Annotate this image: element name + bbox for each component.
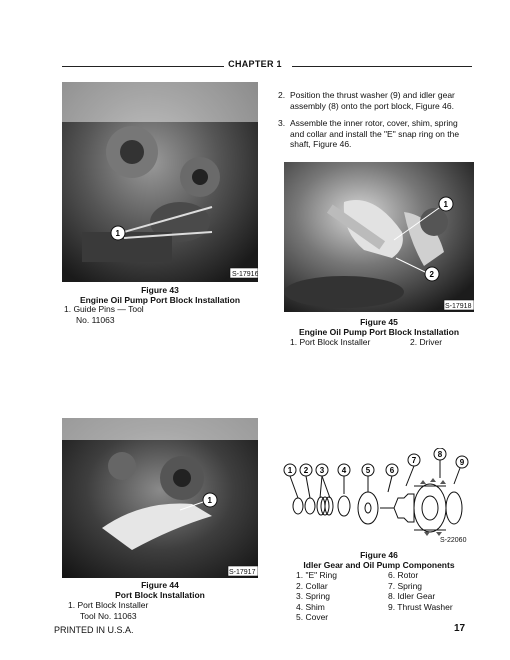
figure-44-number: Figure 44 [141, 580, 179, 590]
figure-45-photo [284, 162, 474, 312]
figure-44-legend [68, 600, 268, 621]
figure-43-callout: 1 [115, 229, 120, 238]
step-item [278, 90, 474, 111]
figure-43-legend [64, 304, 264, 325]
figure-44-tag: S-17917 [229, 569, 256, 576]
figure-45-legend-left: 1. Port Block Installer [290, 337, 371, 347]
figure-45-callout: 1 [443, 200, 448, 209]
figure-46-tag: S-22060 [440, 537, 467, 544]
chapter-title: CHAPTER 1 [0, 59, 510, 69]
figure-46-legend-left [296, 570, 337, 623]
step-text: Position the thrust washer (9) and idler gear assembly (8) onto the port block, Figure 46. [290, 90, 455, 111]
figure-44-callout: 1 [207, 496, 212, 505]
figure-46-diagram [280, 448, 476, 548]
figure-44-legend-line: Tool No. 11063 [80, 610, 137, 621]
figure-46-callout: 9 [459, 458, 465, 467]
figure-45-callout: 2 [429, 270, 434, 279]
figure-46-callout: 5 [365, 466, 371, 475]
figure-44-photo [62, 418, 258, 578]
step-number: 3. [278, 118, 286, 128]
figure-43-legend-line: 1. Guide Pins — Tool [64, 304, 144, 314]
figure-45-tag: S-17918 [445, 303, 472, 310]
figure-44-legend-line: 1. Port Block Installer [68, 600, 149, 610]
figure-46-legend-item: 8. Idler Gear [388, 591, 436, 601]
figure-43-tag: S-17916 [232, 271, 258, 278]
figure-46-callout: 8 [437, 450, 443, 459]
instruction-steps [278, 90, 474, 157]
figure-46-legend-item: 4. Shim [296, 601, 325, 612]
figure-46-legend-item: 5. Cover [296, 612, 329, 622]
figure-43-title: Engine Oil Pump Port Block Installation [79, 295, 241, 305]
figure-46-legend-item: 3. Spring [296, 591, 331, 601]
page-number: 17 [454, 623, 466, 634]
figure-46-callout: 2 [303, 466, 309, 475]
figure-46-callout: 4 [341, 466, 347, 475]
figure-46-callout: 6 [389, 466, 395, 475]
step-text: Assemble the inner rotor, cover, shim, spring and collar and install the "E" snap ring on the shaft, Figure 46. [290, 118, 460, 149]
figure-46-legend-item: 9. Thrust Washer [388, 601, 453, 612]
figure-46-legend-item: 7. Spring [388, 580, 423, 591]
figure-46-callout: 7 [411, 456, 417, 465]
figure-45-number: Figure 45 [360, 317, 398, 327]
figure-43-legend-line: No. 11063 [76, 314, 115, 325]
printed-in-footer: PRINTED IN U.S.A. [54, 625, 134, 635]
figure-43-number: Figure 43 [141, 285, 179, 295]
figure-46-legend-item: 6. Rotor [388, 570, 419, 580]
figure-46-number: Figure 46 [360, 550, 398, 560]
figure-46-legend-item: 2. Collar [296, 580, 328, 591]
figure-44-title: Port Block Installation [115, 590, 205, 600]
figure-46-legend-right [388, 570, 453, 612]
figure-46-callout: 1 [287, 466, 293, 475]
figure-45-title: Engine Oil Pump Port Block Installation [298, 327, 460, 337]
step-item [278, 118, 474, 150]
figure-46-callout: 3 [319, 466, 325, 475]
figure-45-legend-right: 2. Driver [410, 337, 443, 347]
figure-43-photo [62, 82, 258, 282]
figure-46-legend-item: 1. "E" Ring [296, 570, 337, 580]
step-number: 2. [278, 90, 286, 100]
figure-46-title: Idler Gear and Oil Pump Components [303, 560, 455, 570]
